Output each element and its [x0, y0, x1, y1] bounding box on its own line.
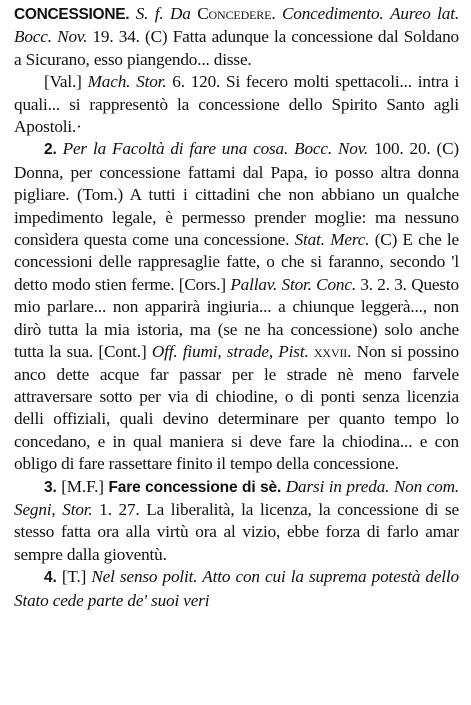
sense-2	[14, 138, 459, 475]
sense-definition: Per la Facoltà di fare una cosa. Bocc. Nov.	[62, 139, 369, 159]
citation: 3. 2. 3.	[360, 274, 407, 294]
quote-text: Questo mio parlare... non apparirà ingiuria... a chiunque leggerà..., non dirò tutta la mia istoria, ma (se ne ha concessione) solo anche tutta la sua.	[14, 274, 459, 362]
source-title: Pallav. Stor. Conc.	[230, 274, 356, 294]
citation: 19. 34. (C)	[92, 27, 168, 47]
sense-4	[14, 566, 459, 612]
roman-numeral: xxvii.	[313, 342, 352, 362]
sense-number: 2.	[44, 141, 57, 159]
citation: 1. 27.	[99, 499, 140, 519]
sense-definition: Darsi in preda. Non com. Segni, Stor.	[14, 476, 459, 519]
sense-3	[14, 476, 459, 567]
part-of-speech: S. f.	[135, 4, 164, 23]
quote-text: A tutti i cittadini che non abbiano un qualche impedimento legale, è permesso prender moglie: ma nessuno consìdera questa come una concessione.	[14, 185, 459, 250]
phrase-headword: Fare concessione di sè.	[108, 478, 282, 496]
quote-text: La liberalità, la licenza, la concessione di se stesso fatta ora alla virtù ora al vizio, ebbe forza di farlo amar sempre dalla gioventù.	[14, 499, 459, 564]
quote-text: E che le concessioni delle rappresaglie fatte, o che si faranno, secondo 'l detto modo stien ferme.	[14, 230, 459, 294]
editor-tag: [Cors.]	[178, 274, 226, 294]
quote-text: Si fecero molti spettacoli... intra i quali... si rappresentò la concessione dello Spirito Santo agli Apostoli.·	[14, 72, 459, 137]
editor-tag: [Val.]	[44, 72, 82, 92]
source-title: Off. fiumi, strade, Pist.	[151, 342, 309, 362]
editor-tag: [M.F.]	[61, 476, 104, 496]
entry-definition	[14, 3, 459, 71]
quote-text: Fatta adunque la concessione dal Soldano a Sicurano, esso piangendo... disse.	[14, 27, 459, 69]
sense-number: 4.	[44, 569, 57, 587]
synonym: Concedimento.	[281, 4, 384, 23]
citation: 100. 20. (C)	[374, 139, 459, 159]
quote-text: Donna, per concessione fattami dal Papa, io posso altra donna pigliare.	[14, 162, 459, 205]
quote-text: Non si possino anco dette acque far passar per le strade nè meno farvele attraversare sotto per via di chiodine, o di ponti senza licenzia delli offiziali, quali devino determinare per quanto tempo lo concedano, e in qual maniera si deve fare la chiodina... e con obligo di fare rassettare finito il tempo della concessione.	[14, 342, 459, 474]
citation: (C)	[374, 230, 398, 250]
source-title: Stat. Merc.	[294, 230, 370, 250]
source-title: Mach. Stor.	[87, 72, 167, 92]
sense-definition: Nel senso polit. Atto con cui la suprema potestà dello Stato cede parte de' suoi veri	[14, 567, 459, 610]
editor-tag: [Cont.]	[98, 342, 147, 362]
sense-number: 3.	[44, 478, 57, 496]
etymology-label: Da	[170, 4, 191, 23]
citation: 6. 120.	[172, 72, 221, 92]
editor-tag: (Tom.)	[76, 185, 124, 205]
paragraph-val	[14, 71, 459, 138]
editor-tag: [T.]	[61, 567, 87, 587]
etymology-word: Concedere.	[197, 4, 276, 23]
headword: CONCESSIONE.	[14, 6, 130, 23]
latin-source: Aureo lat. Bocc. Nov.	[14, 4, 459, 47]
